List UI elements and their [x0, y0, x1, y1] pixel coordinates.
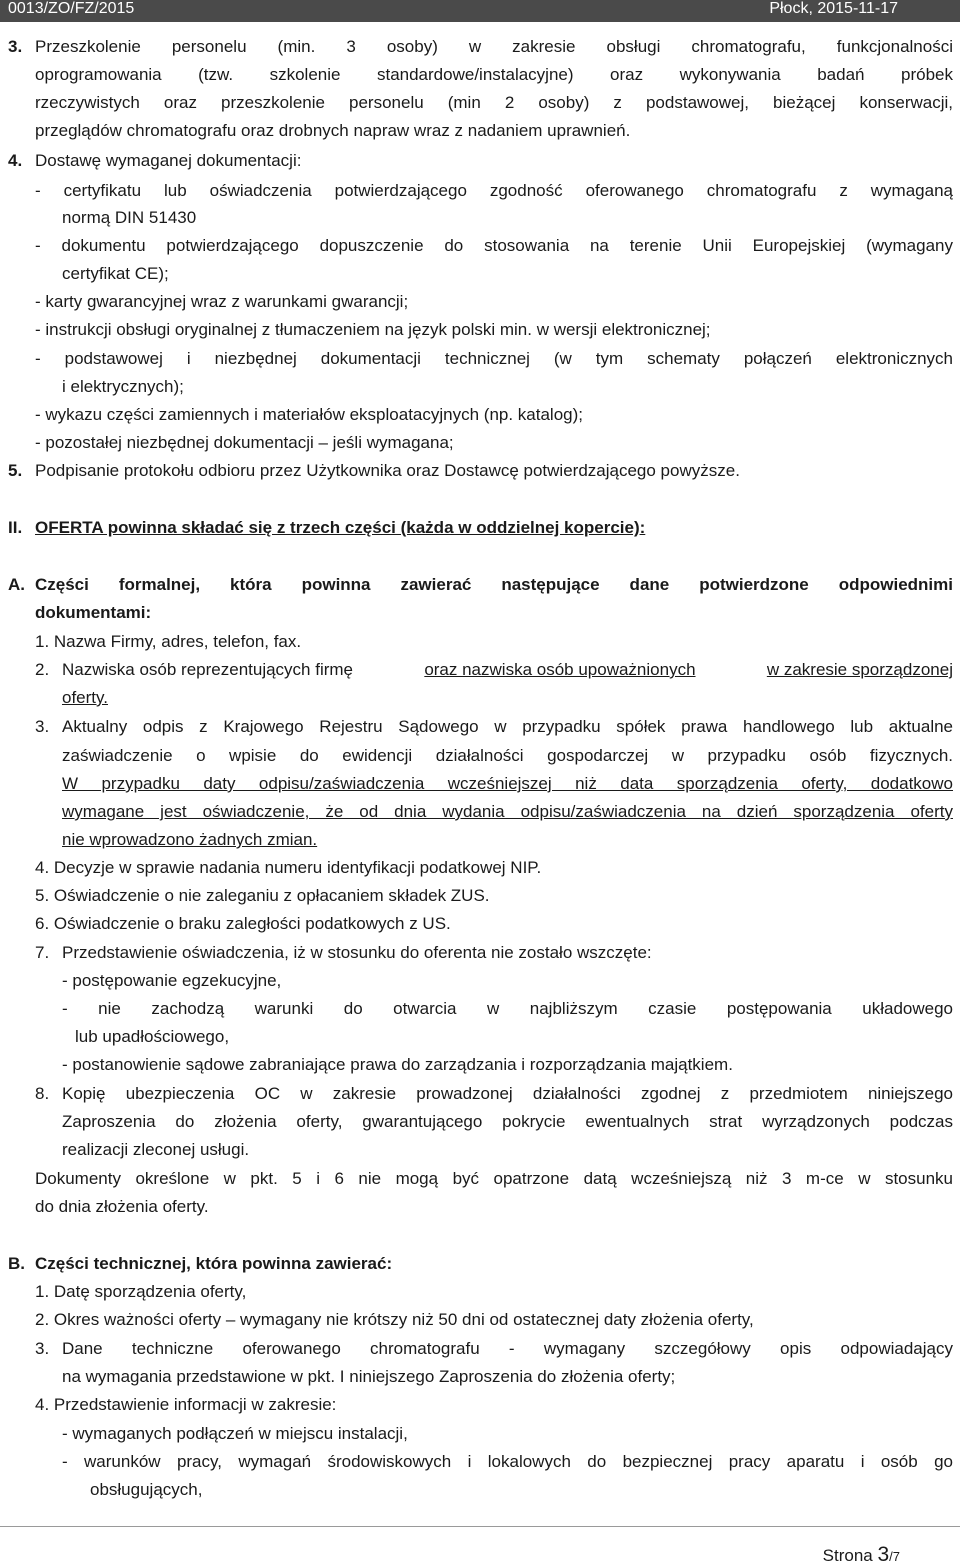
formal-item-7-number: 7. [35, 943, 50, 962]
formal-item-7-sub-cont: lub upadłościowego, [75, 1027, 230, 1046]
formal-item-8-number: 8. [35, 1084, 50, 1103]
formal-item-3-line: wymagane jest oświadczenie, że od dnia wydania odpisu/zaświadczenia na dzień sporządzenia oferty [62, 802, 953, 821]
formal-item-3-number: 3. [35, 717, 50, 736]
section-b-heading: Części technicznej, która powinna zawierać: [35, 1254, 393, 1273]
formal-item-3-line: nie wprowadzono żadnych zmian. [62, 830, 318, 849]
item-3-line-2: oprogramowania (tzw. szkolenie standardowe/instalacyjne) oraz wykonywania badań próbek [35, 65, 953, 84]
formal-item-2-text-c: w zakresie sporządzonej [766, 660, 953, 679]
formal-item-1: 1. Nazwa Firmy, adres, telefon, fax. [35, 632, 302, 651]
technical-item-4: 4. Przedstawienie informacji w zakresie: [35, 1395, 337, 1414]
document-reference: 0013/ZO/FZ/2015 [8, 0, 135, 17]
doc-list-item: - instrukcji obsługi oryginalnej z tłumaczeniem na język polski min. w wersji elektronicznej; [35, 320, 711, 339]
doc-list-item: - pozostałej niezbędnej dokumentacji – jeśli wymagana; [35, 433, 454, 452]
section-a-heading: Części formalnej, która powinna zawierać następujące dane potwierdzone odpowiednimi [35, 575, 953, 594]
technical-item-4-sub: - wymaganych podłączeń w miejscu instalacji, [62, 1424, 408, 1443]
formal-item-2-text-b: oraz nazwiska osób upoważnionych [424, 660, 696, 679]
doc-list-item: - wykazu części zamiennych i materiałów eksploatacyjnych (np. katalog); [35, 405, 584, 424]
item-3-line-3: rzeczywistych oraz przeszkolenie personelu (min 2 osoby) z podstawowej, bieżącej konserwacji, [35, 93, 953, 112]
section-a-number: A. [8, 575, 25, 594]
page-label: Strona [822, 1546, 873, 1565]
item-3-line-1: Przeszkolenie personelu (min. 3 osoby) w zakresie obsługi chromatografu, funkcjonalności [35, 37, 953, 56]
technical-item-3-line: Dane techniczne oferowanego chromatografu - wymagany szczegółowy opis odpowiadający [62, 1339, 953, 1358]
formal-item-4: 4. Decyzje w sprawie nadania numeru identyfikacji podatkowej NIP. [35, 858, 542, 877]
formal-item-3-line: W przypadku daty odpisu/zaświadczenia wcześniejszej niż data sporządzenia oferty, dodatkowo [62, 774, 953, 793]
item-4-intro: Dostawę wymaganej dokumentacji: [35, 151, 302, 170]
item-5-text: Podpisanie protokołu odbioru przez Użytkownika oraz Dostawcę potwierdzającego powyższe. [35, 461, 740, 480]
section-a-heading-cont: dokumentami: [35, 603, 152, 622]
doc-list-item: - podstawowej i niezbędnej dokumentacji technicznej (w tym schematy połączeń elektronicznych [35, 349, 953, 368]
formal-item-2-line [62, 660, 953, 680]
section-ii-number: II. [8, 518, 23, 537]
formal-item-6: 6. Oświadczenie o braku zaległości podatkowych z US. [35, 914, 451, 933]
item-5-number: 5. [8, 461, 23, 480]
formal-item-7: Przedstawienie oświadczenia, iż w stosunku do oferenta nie zostało wszczęte: [62, 943, 652, 962]
formal-note-cont: do dnia złożenia oferty. [35, 1197, 209, 1216]
doc-list-item: - karty gwarancyjnej wraz z warunkami gwarancji; [35, 292, 409, 311]
technical-item-1: 1. Datę sporządzenia oferty, [35, 1282, 247, 1301]
section-ii-heading: OFERTA powinna składać się z trzech części (każda w oddzielnej kopercie): [35, 518, 646, 537]
doc-list-item-cont: certyfikat CE); [62, 264, 169, 283]
formal-item-7-sub: - nie zachodzą warunki do otwarcia w najbliższym czasie postępowania układowego [62, 999, 953, 1018]
formal-item-7-sub: - postanowienie sądowe zabraniające prawa do zarządzania i rozporządzania majątkiem. [62, 1055, 733, 1074]
page-number [823, 1543, 900, 1567]
technical-item-4-sub-cont: obsługujących, [90, 1480, 203, 1499]
formal-note: Dokumenty określone w pkt. 5 i 6 nie mogą być opatrzone datą wcześniejszą niż 3 m-ce w stosunku [35, 1169, 953, 1188]
section-b-number: B. [8, 1254, 25, 1273]
formal-item-2-text-d: oferty. [62, 688, 108, 707]
formal-item-5: 5. Oświadczenie o nie zaleganiu z opłacaniem składek ZUS. [35, 886, 490, 905]
formal-item-3-line: Aktualny odpis z Krajowego Rejestru Sądowego w przypadku spółek prawa handlowego lub aktualne [62, 717, 953, 736]
footer-rule [0, 1526, 960, 1527]
technical-item-2: 2. Okres ważności oferty – wymagany nie krótszy niż 50 dni od ostatecznej daty złożenia oferty, [35, 1310, 754, 1329]
formal-item-8-line: realizacji zleconej usługi. [62, 1140, 250, 1159]
page-total: /7 [889, 1549, 900, 1564]
item-3-number: 3. [8, 37, 23, 56]
technical-item-3-line: na wymagania przedstawione w pkt. I niniejszego Zaproszenia do złożenia oferty; [62, 1367, 676, 1386]
formal-item-3-line: zaświadczenie o wpisie do ewidencji działalności gospodarczej w przypadku osób fizycznych. [62, 746, 953, 765]
place-date: Płock, 2015-11-17 [769, 0, 898, 17]
item-4-number: 4. [8, 151, 23, 170]
formal-item-7-sub: - postępowanie egzekucyjne, [62, 971, 282, 990]
formal-item-2-text-a: Nazwiska osób reprezentujących firmę [62, 660, 354, 679]
formal-item-2-number: 2. [35, 660, 50, 679]
formal-item-8-line: Zaproszenia do złożenia oferty, gwarantującego pokrycie ewentualnych strat wyrządzonych podczas [62, 1112, 953, 1131]
formal-item-8-line: Kopię ubezpieczenia OC w zakresie prowadzonej działalności zgodnej z przedmiotem niniejszego [62, 1084, 953, 1103]
page-current: 3 [877, 1543, 890, 1566]
doc-list-item: - certyfikatu lub oświadczenia potwierdzającego zgodność oferowanego chromatografu z wymaganą [35, 181, 953, 200]
technical-item-4-sub: - warunków pracy, wymagań środowiskowych i lokalowych do bezpiecznej pracy aparatu i osób go [62, 1452, 953, 1471]
item-3-line-4: przeglądów chromatografu oraz drobnych napraw wraz z nadaniem uprawnień. [35, 121, 631, 140]
doc-list-item-cont: normą DIN 51430 [62, 208, 197, 227]
doc-list-item-cont: i elektrycznych); [62, 377, 184, 396]
page-header [0, 0, 960, 22]
technical-item-3-number: 3. [35, 1339, 50, 1358]
doc-list-item: - dokumentu potwierdzającego dopuszczenie do stosowania na terenie Unii Europejskiej (wymagany [35, 236, 953, 255]
